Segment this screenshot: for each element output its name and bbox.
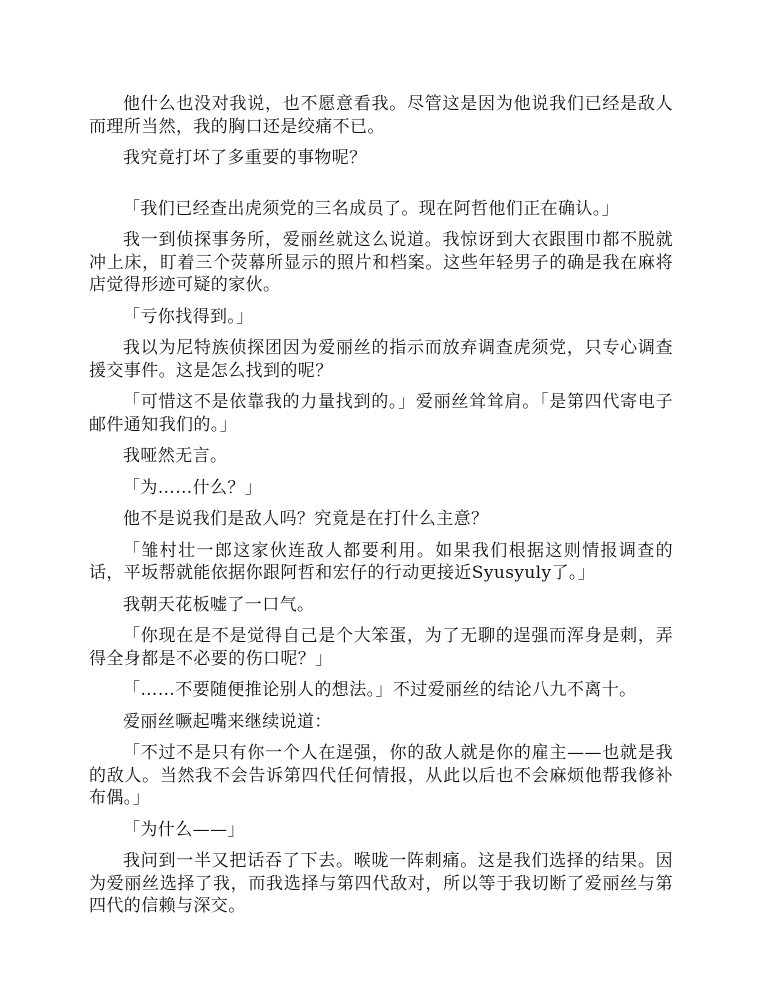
paragraph: 我究竟打坏了多重要的事物呢？ [123,148,367,168]
paragraph: 我以为尼特族侦探团因为爱丽丝的指示而放弃调查虎须党，只专心调查援交事件。这是怎么找到的呢？ [89,338,673,381]
paragraph: 「你现在是不是觉得自己是个大笨蛋，为了无聊的逞强而浑身是刺，弄得全身都是不必要的伤口呢？」 [89,626,673,669]
paragraph: 「为什么——」 [123,819,245,840]
paragraph: 我哑然无言。 [123,446,228,466]
paragraph: 「……不要随便推论别人的想法。」不过爱丽丝的结论八九不离十。 [123,680,637,700]
paragraph: 「可惜这不是依靠我的力量找到的。」爱丽丝耸耸肩。「是第四代寄电子邮件通知我们的。」 [89,392,673,435]
paragraph: 「不过不是只有你一个人在逞强，你的敌人就是你的雇主——也就是我的敌人。当然我不会告诉第四代任何情报，从此以后也不会麻烦他帮我修补布偶。」 [89,743,673,808]
paragraph: 「我们已经查出虎须党的三名成员了。现在阿哲他们正在确认。」 [123,198,620,219]
document-body [89,93,673,927]
paragraph: 我一到侦探事务所，爱丽丝就这么说道。我惊讶到大衣跟围巾都不脱就冲上床，盯着三个荧幕所显示的照片和档案。这些年轻男子的确是我在麻将店觉得形迹可疑的家伙。 [89,230,673,295]
paragraph: 「为……什么？」 [123,477,263,498]
paragraph: 他不是说我们是敌人吗？究竟是在打什么主意？ [123,509,489,529]
paragraph: 我朝天花板嘘了一口气。 [123,594,315,615]
paragraph: 我问到一半又把话吞了下去。喉咙一阵刺痛。这是我们选择的结果。因为爱丽丝选择了我，而我选择与第四代敌对，所以等于我切断了爱丽丝与第四代的信赖与深交。 [89,851,673,916]
paragraph: 爱丽丝噘起嘴来继续说道： [123,711,332,732]
paragraph: 他什么也没对我说，也不愿意看我。尽管这是因为他说我们已经是敌人而理所当然，我的胸口还是绞痛不已。 [89,94,673,137]
paragraph: 「雏村壮一郎这家伙连敌人都要利用。如果我们根据这则情报调查的话，平坂帮就能依据你跟阿哲和宏仔的行动更接近Syusyuly了。」 [89,540,673,583]
paragraph: 「亏你找得到。」 [123,306,254,327]
